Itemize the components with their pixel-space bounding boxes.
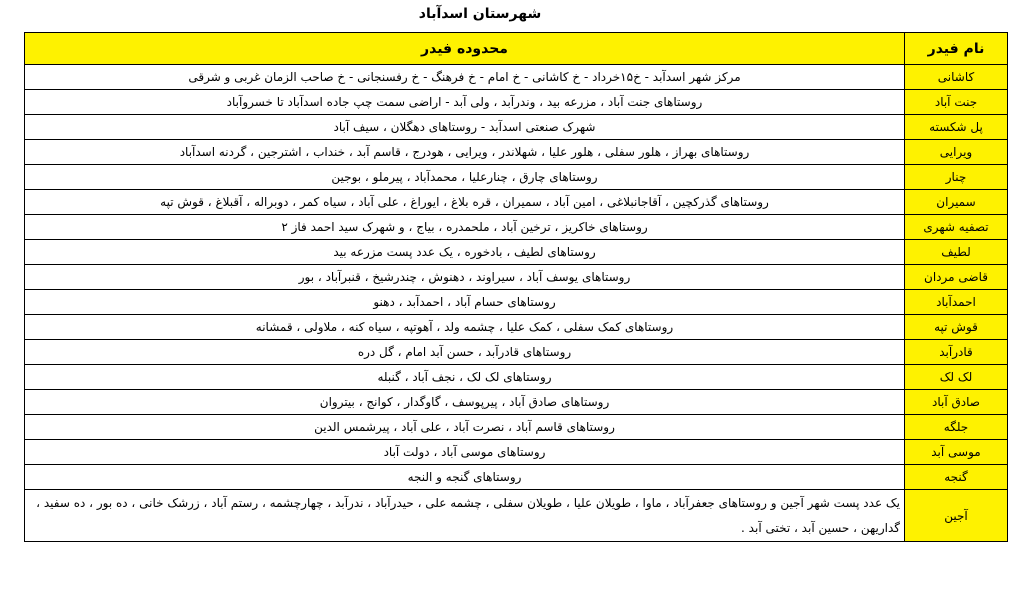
feeder-name-cell: احمدآباد	[905, 290, 1008, 315]
page-title: شهرستان اسدآباد	[418, 6, 542, 22]
table-row	[25, 390, 1008, 415]
feeder-name-cell: قاضی مردان	[905, 265, 1008, 290]
table-row	[25, 165, 1008, 190]
table-row	[25, 490, 1008, 542]
feeder-area-cell: روستاهای لک لک ، نجف آباد ، گنبله	[25, 365, 905, 390]
feeder-area-cell: روستاهای بهراز ، هلور سفلی ، هلور علیا ، شهلاندر ، ویرایی ، هودرج ، قاسم آبد ، خنداب ، اشترجین ، گردنه اسدآباد	[25, 140, 905, 165]
feeder-area-cell: روستاهای کمک سفلی ، کمک علیا ، چشمه ولد ، آهوتپه ، سیاه کنه ، ملاولی ، قمشانه	[25, 315, 905, 340]
feeder-area-cell: روستاهای گنجه و النجه	[25, 465, 905, 490]
table-row	[25, 65, 1008, 90]
feeder-area-cell: شهرک صنعتی اسدآبد - روستاهای دهگلان ، سیف آباد	[25, 115, 905, 140]
feeder-name-cell: آجین	[905, 490, 1008, 542]
feeder-name-cell: سمیران	[905, 190, 1008, 215]
feeder-name-cell: ویرایی	[905, 140, 1008, 165]
feeder-name-cell: صادق آباد	[905, 390, 1008, 415]
feeder-area-cell: روستاهای موسی آباد ، دولت آباد	[25, 440, 905, 465]
feeder-area-cell: روستاهای صادق آباد ، پیرپوسف ، گاوگدار ، کوانج ، بیتروان	[25, 390, 905, 415]
feeder-area-cell: روستاهای حسام آباد ، احمدآبد ، دهنو	[25, 290, 905, 315]
table-row	[25, 215, 1008, 240]
feeder-area-cell: مرکز شهر اسدآبد - خ۱۵خرداد - خ کاشانی - خ امام - خ فرهنگ - خ رفسنجانی - خ صاحب الزمان غربی و شرقی	[25, 65, 905, 90]
table-row	[25, 315, 1008, 340]
feeder-area-cell: روستاهای قاسم آباد ، نصرت آباد ، علی آباد ، پیرشمس الدین	[25, 415, 905, 440]
feeder-name-cell: لک لک	[905, 365, 1008, 390]
header-feeder-name: نام فیدر	[905, 33, 1008, 65]
feeder-table	[24, 32, 1008, 542]
feeder-name-cell: جلگه	[905, 415, 1008, 440]
feeder-name-cell: جنت آباد	[905, 90, 1008, 115]
feeder-name-cell: قادرآبد	[905, 340, 1008, 365]
feeder-name-cell: تصفیه شهری	[905, 215, 1008, 240]
feeder-area-cell: روستاهای یوسف آباد ، سیراوند ، دهنوش ، چندرشیخ ، قنبرآباد ، بور	[25, 265, 905, 290]
table-row	[25, 365, 1008, 390]
table-row	[25, 90, 1008, 115]
feeder-area-cell: روستاهای چارق ، چنارعلیا ، محمدآباد ، پیرملو ، بوجین	[25, 165, 905, 190]
feeder-area-cell: روستاهای قادرآبد ، حسن آبد امام ، گل دره	[25, 340, 905, 365]
feeder-name-cell: پل شکسته	[905, 115, 1008, 140]
table-row	[25, 290, 1008, 315]
feeder-area-cell: روستاهای گذرکچین ، آقاجانبلاغی ، امین آباد ، سمیران ، قره بلاغ ، ایوراغ ، علی آباد ، سیاه کمر ، دوبراله ، آقبلاغ ، قوش تپه	[25, 190, 905, 215]
feeder-name-cell: قوش تپه	[905, 315, 1008, 340]
feeder-name-cell: گنجه	[905, 465, 1008, 490]
table-row	[25, 190, 1008, 215]
feeder-name-cell: موسی آبد	[905, 440, 1008, 465]
table-row	[25, 140, 1008, 165]
feeder-area-cell: روستاهای لطیف ، بادخوره ، یک عدد پست مزرعه بید	[25, 240, 905, 265]
table-row	[25, 415, 1008, 440]
feeder-area-cell: روستاهای خاکریز ، ترخین آباد ، ملحمدره ، بیاج ، و شهرک سید احمد فاز ۲	[25, 215, 905, 240]
feeder-area-cell: یک عدد پست شهر آجین و روستاهای جعفرآباد ، ماوا ، طویلان علیا ، طویلان سفلی ، چشمه علی ، حیدرآباد ، ندرآبد ، چهارچشمه ، رستم آباد ، زرشک خانی ، ده بور ، ده سفید ، گداریهن ، حسین آبد ، تختی آبد .	[25, 490, 905, 542]
feeder-name-cell: لطیف	[905, 240, 1008, 265]
feeder-area-cell: روستاهای جنت آباد ، مزرعه بید ، وندرآبد ، ولی آبد - اراضی سمت چپ جاده اسدآباد تا خسروآباد	[25, 90, 905, 115]
table-row	[25, 465, 1008, 490]
feeder-name-cell: چنار	[905, 165, 1008, 190]
header-feeder-area: محدوده فیدر	[25, 33, 905, 65]
table-row	[25, 240, 1008, 265]
table-row	[25, 265, 1008, 290]
feeder-name-cell: کاشانی	[905, 65, 1008, 90]
table-row	[25, 340, 1008, 365]
table-header-row	[25, 33, 1008, 65]
table-row	[25, 440, 1008, 465]
table-row	[25, 115, 1008, 140]
